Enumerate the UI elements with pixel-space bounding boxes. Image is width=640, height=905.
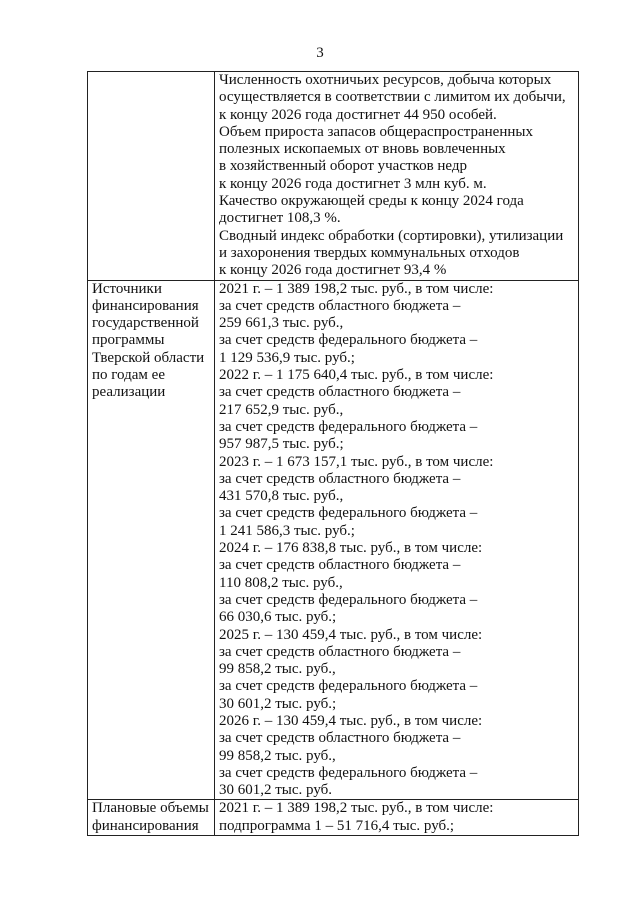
label-line: государственной <box>92 315 199 332</box>
value-line: за счет средств областного бюджета – <box>219 643 461 660</box>
value-line: 30 601,2 тыс. руб.; <box>219 695 337 712</box>
value-line: за счет средств федерального бюджета – <box>219 505 478 522</box>
value-line: Объем прироста запасов общераспространенных <box>219 123 533 140</box>
value-line: 2022 г. – 1 175 640,4 тыс. руб., в том числе: <box>219 367 494 384</box>
value-line: 30 601,2 тыс. руб. <box>219 782 333 799</box>
table-body <box>88 72 579 836</box>
value-line: 217 652,9 тыс. руб., <box>219 401 344 418</box>
table-row <box>88 800 579 836</box>
value-line: 2025 г. – 130 459,4 тыс. руб., в том числе: <box>219 626 483 643</box>
row-value-cell <box>215 800 579 836</box>
value-line: 99 858,2 тыс. руб., <box>219 661 336 678</box>
value-line: 2021 г. – 1 389 198,2 тыс. руб., в том числе: <box>219 280 494 297</box>
row-label-cell <box>88 280 215 800</box>
value-line: за счет средств федерального бюджета – <box>219 332 478 349</box>
label-line: Источники <box>92 280 162 297</box>
value-line: 259 661,3 тыс. руб., <box>219 315 344 332</box>
value-line: за счет средств областного бюджета – <box>219 384 461 401</box>
program-passport-table <box>87 71 579 836</box>
value-line: достигнет 108,3 %. <box>219 210 341 227</box>
value-line: 957 987,5 тыс. руб.; <box>219 436 344 453</box>
value-line: за счет средств федерального бюджета – <box>219 678 478 695</box>
value-line: 66 030,6 тыс. руб.; <box>219 609 337 626</box>
row-label-cell <box>88 800 215 836</box>
label-line: Тверской области <box>92 349 205 366</box>
value-line: Сводный индекс обработки (сортировки), утилизации <box>219 227 564 244</box>
value-line: за счет средств областного бюджета – <box>219 470 461 487</box>
value-line: за счет средств областного бюджета – <box>219 557 461 574</box>
value-line: к концу 2026 года достигнет 44 950 особей. <box>219 106 497 123</box>
row-label-cell <box>88 72 215 281</box>
value-line: за счет средств федерального бюджета – <box>219 764 478 781</box>
value-line: осуществляется в соответствии с лимитом их добычи, <box>219 89 566 106</box>
value-line: и захоронения твердых коммунальных отходов <box>219 244 520 261</box>
value-line: в хозяйственный оборот участков недр <box>219 158 468 175</box>
table-row <box>88 280 579 800</box>
label-line: программы <box>92 332 165 349</box>
label-line: реализации <box>92 384 166 401</box>
value-line: 110 808,2 тыс. руб., <box>219 574 343 591</box>
label-line: Плановые объемы <box>92 800 209 817</box>
value-line: 431 570,8 тыс. руб., <box>219 488 344 505</box>
value-line: за счет средств федерального бюджета – <box>219 418 478 435</box>
row-value-cell <box>215 280 579 800</box>
value-line: 2023 г. – 1 673 157,1 тыс. руб., в том числе: <box>219 453 494 470</box>
value-line: 2021 г. – 1 389 198,2 тыс. руб., в том числе: <box>219 800 494 817</box>
value-line: за счет средств областного бюджета – <box>219 730 461 747</box>
value-line: Численность охотничьих ресурсов, добыча которых <box>219 72 552 88</box>
value-line: за счет средств федерального бюджета – <box>219 591 478 608</box>
value-line: подпрограмма 1 – 51 716,4 тыс. руб.; <box>219 817 455 834</box>
value-line: 1 241 586,3 тыс. руб.; <box>219 522 355 539</box>
value-line: 2024 г. – 176 838,8 тыс. руб., в том числе: <box>219 540 483 557</box>
value-line: за счет средств областного бюджета – <box>219 297 461 314</box>
label-line: финансирования <box>92 817 199 834</box>
row-value-cell <box>215 72 579 281</box>
label-line: финансирования <box>92 297 199 314</box>
value-line: к концу 2026 года достигнет 93,4 % <box>219 262 447 279</box>
value-line: 2026 г. – 130 459,4 тыс. руб., в том числе: <box>219 712 483 729</box>
page-number: 3 <box>316 45 324 61</box>
table-row <box>88 72 579 281</box>
label-line: по годам ее <box>92 367 165 384</box>
value-line: 99 858,2 тыс. руб., <box>219 747 336 764</box>
value-line: 1 129 536,9 тыс. руб.; <box>219 349 355 366</box>
value-line: Качество окружающей среды к концу 2024 года <box>219 193 524 210</box>
value-line: полезных ископаемых от вновь вовлеченных <box>219 141 506 158</box>
value-line: к концу 2026 года достигнет 3 млн куб. м. <box>219 175 487 192</box>
